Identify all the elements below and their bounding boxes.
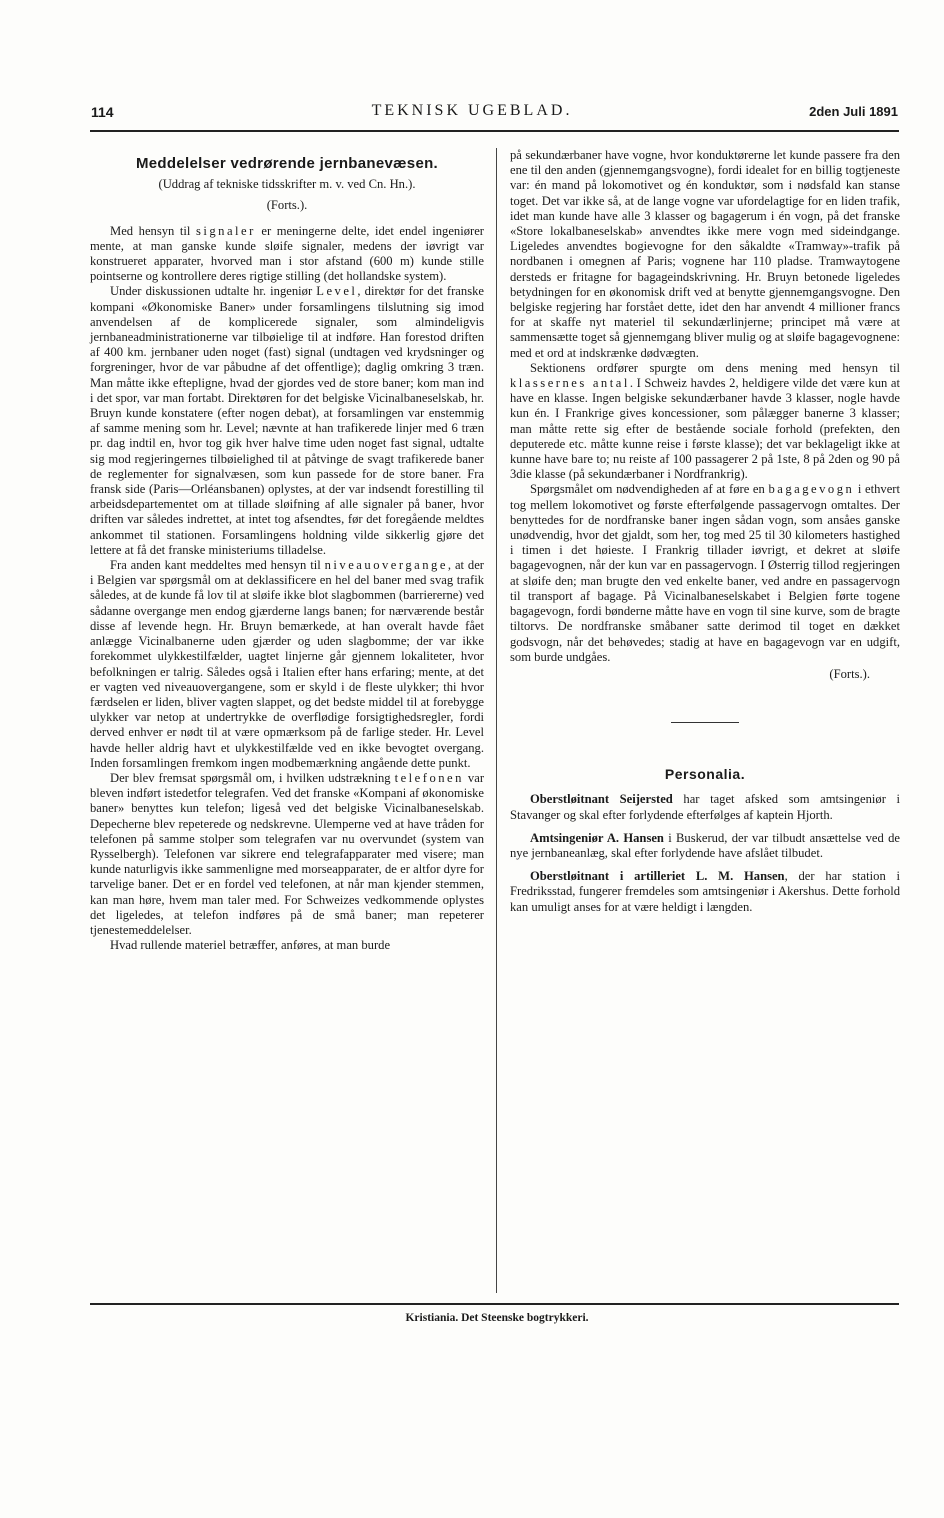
article-title: Meddelelser vedrørende jernbanevæsen. bbox=[135, 155, 439, 172]
paragraph: Under diskussionen udtalte hr. ingeniør Level, direktør for det franske kompani «Økonomiske Baner» under forsamlingens tilslutning sig imod anvendelsen af de komplicerede signaler, som almindeligvis jernbaneadministrationerne var tilbøielige til at indføre. Han forestod driften af 400 km. jernbaner uden noget (fast) signal (undtagen ved krydsninger og forgreninger, hvor de var påbudne af det offentlige); daglig omkring 3 træn. Man måtte ikke eftерligne, hvad der gjordes ved de store baner; kom man ind i det spor, var man fortabt. Direktøren for det belgiske Vicinalbaneselskab, hr. Bruyn kunde konstatere (efter nogen debat), at forsamlingen var enstemmig af samme mening som hr. Level; nævnte at han trafikerede linjer med 6 træn pr. dag indtil en, hvor tog gik hver halve time uden noget fast signal, udtalte sig mod regjeringernes tilbøielighed til at påtvinge de svagt trafikerede baner de reglementer for signalvæsen, som kun passede for de store baner. Fra fransk side (Paris—Orléansbanen) oplystes, at der var indsendt forestilling til arbeidsdepartementet om at tillade sløifning af alle signaler på baner, hvor driften var således indrettet, at intet tog afsendtes, før det foregående meldtes ankommet til stationen. Forsamlingens holdning vilde sikkerlig gjøre det lettere at få det franske ministeriums tilladelse. bbox=[90, 284, 484, 557]
printer-imprint: Kristiania. Det Steenske bogtrykkeri. bbox=[405, 1312, 589, 1324]
personalia-list bbox=[510, 792, 900, 914]
to-be-continued: (Forts.). bbox=[829, 666, 870, 681]
page-number: 114 bbox=[91, 104, 114, 120]
paragraph: Der blev fremsat spørgsmål om, i hvilken udstrækning telefonen var bleven indført istedetfor telegrafen. Ved det franske «Kompani af økonomiske baner» benyttes kun telefon; ligeså ved det belgiske Vicinalbaneselskab. Depecherne blev repeterede og nedskrevne. Ulemperne ved at have tråden for telefonen på samme stolper som telegrafen var nu overvundet (system van Rysselbergh). Telefonen var sikrere end telegrafapparater med visere; man kunde naturligvis ikke sammenligne med morseapparater, de er altfor dyre for tarvelige baner. Det er en fordel ved telefonen, at når man kjender stemmen, kan man høre, hvem man taler med. For Schweizes vedkommende oplystes det ligeledes, at telefon indføres på de små baner; man repeterer tjenestemeddelelser. bbox=[90, 770, 485, 937]
paragraph: Sektionens ordfører spurgte om dens mening med hensyn til klassernes antal. I Schweiz havdes 2, heldigere vilde det være kun at have en klasse. Ingen belgiske sekundærbaner havde 3 klasser, nogle havde kun én. I Frankrige gives koncessioner, som pålægger banerne 3 klasser; man måtte rette sig efter de bestående sociale forhold (prefekten, den deputerede etc. måtte kunne reise i første klasse); det var beklageligt ikke at kunne have bare to; nu reiste af 100 passagerer 2 på 1ste, 8 på 2den og 90 på 3die klasse (på sekundærbaner i Nordfrankrig). bbox=[510, 360, 900, 482]
paragraph: Spørgsmålet om nødvendigheden af at føre en bagagevogn i ethvert tog mellem lokomotivet og første efterfølgende passagervogn omtaltes. Der benyttedes for de nordfranske baner ingen sådan vogn, som ansåes ganske unødvendig, hvor det gjaldt, som her, tog med 25 til 30 kilometers hastighed i timen i det høieste. I Frankrig tillader iøvrigt, et dekret at sløife bagagevognen, når der kun var en passagervogn. I Østerrig tillod regjeringen at sløife den; man brugte den ved enkelte baner, ved andre en passagervogn til transport af bagage. På Vicinalbaneselskabet i Belgien førte togene bagagevogn, fordi bønderne måtte have en vogn til sine kurve, som de bragte tiltorvs. De nordfranske småbaner satte derimod til toget en dækket godsvogn, når det behøvedes; stadig at have en bagagevogn var en udgift, som burde undgåes. bbox=[510, 482, 900, 664]
personalia-item: Amtsingeniør A. Hansen i Buskerud, der var tilbudt ansættelse ved de nye jernbaneanlæg, skal efter forlydende have afslået tilbudet. bbox=[510, 830, 900, 860]
column-divider bbox=[496, 148, 497, 1293]
left-column bbox=[90, 148, 484, 953]
personalia-title: Personalia. bbox=[664, 766, 746, 783]
issue-date: 2den Juli 1891 bbox=[809, 104, 898, 119]
paragraph: Med hensyn til signaler er meningerne delte, idet endel ingeniører mente, at man ganske kunde sløife signaler, medens der iøvrigt var konstrueret apparater, hvorved man i stor afstand (600 m) kunde stille pointserne og kontrollere deres rigtige stilling (det hollandske system). bbox=[90, 223, 484, 284]
footer-rule bbox=[90, 1303, 899, 1305]
section-divider bbox=[671, 722, 739, 723]
right-column bbox=[510, 148, 900, 923]
header-rule bbox=[90, 130, 899, 132]
article-subtitle: (Uddrag af tekniske tidsskrifter m. v. ved Cn. Hn.). bbox=[158, 177, 416, 192]
journal-title: TEKNISK UGEBLAD. bbox=[371, 102, 573, 119]
personalia-item: Oberstløitnant Seijersted har taget afsked som amtsingeniør i Stavanger og skal efter forlydende efterfølges af kaptein Hjorth. bbox=[510, 792, 900, 822]
personalia-item: Oberstløitnant i artilleriet L. M. Hansen, der har station i Fredriksstad, fungerer fremdeles som amtsingeniør i Akershus. Dette forhold kan umuligt anses for at være heldigt i længden. bbox=[510, 869, 900, 914]
paragraph: Fra anden kant meddeltes med hensyn til niveauovergange, at der i Belgien var spørgsmål om at deklassificere en hel del baner med svag trafik således, at de kunde få lov til at sløife ikke blot slagbommen (barriererne) ved sådanne overgange men endog gjærderne langs banen; for nærværende består disse af levende hegn. Hr. Bruyn bemærkede, at han overalt havde fået anlægge Vicinalbanerne uden gjærder og uden slagbomme; der var ikke forekommet ulykkestilfælder, uagtet linjerne går gjennem lokaliteter, hvor befolkningen er talrig. Således også i Italien efter hans erfaring; mente, at det er vagten ved niveauovergangene, som er skyld i de fleste ulykker; thi hvor færdselen er liden, bliver vagten slappet, og det bedste middel til at forebygge ulykker var netop at undertrykke de overflødige forsigtighedsregler, fordi derved enhver er nødt til at være opmærksom på de farlige steder. Hr. Level havde heller aldrig havt et ulykkestilfælde ved en ikke bevogtet overgang. Inden forsamlingen fremkom ingen modbemærkning angående dette punkt. bbox=[90, 558, 484, 770]
continued-note: (Forts.). bbox=[266, 198, 308, 213]
paragraph: på sekundærbaner have vogne, hvor konduktørerne let kunde passere fra den ene til den anden (gjennemgangsvogne), fordi idealet for en billig togtjeneste var: én mand på lokomotivet og én konduktør, som i nødsfald kan stanse toget. Det var ikke så, at de lange vogne var ufordelagtige for en liden trafik, idet man kunde have alle 3 klasser og bagagerum i én vogn, på det franske «Store lokalbaneselskab» anvendtes ikke mere vogn med sideindgange. Ligeledes anvendtes bogievogne for den såkaldte «Tramway»-trafik på nordbanen i omegnen af Paris; vognene har 110 pladse. Tramwaytogene dersteds er fritagne for bagageindskrivning. Hr. Bruyn betonede ligeledes betydningen for en økonomisk drift ved at benytte gjennemgangsvogne. Den belgiske regjering har forstået dette, idet den har anvendt 4 millioner francs for at skaffe nyt materiel til sekundærlinjerne; principet må være at sammensætte toget så gjennemgang bliver mulig og at sløife bagagevognene: med et ord at indskrænke dødvægten. bbox=[510, 148, 900, 360]
paragraph: Hvad rullende materiel betræffer, anføres, at man burde bbox=[110, 938, 391, 953]
